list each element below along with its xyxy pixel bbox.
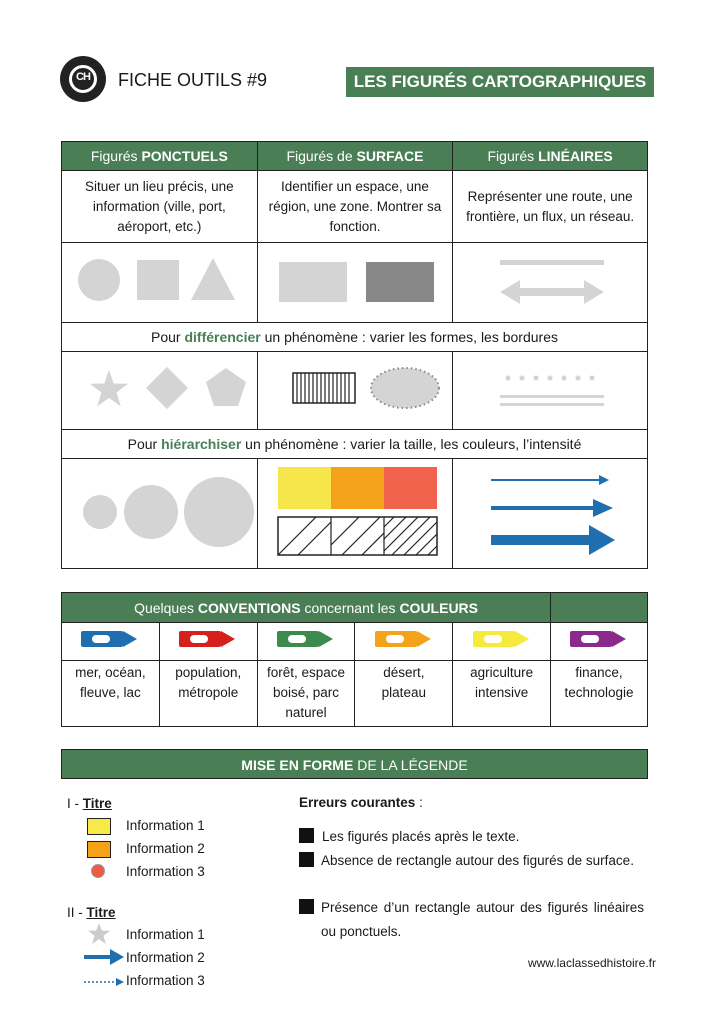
- yellow-square-icon: [87, 818, 111, 835]
- circle-icon: [78, 259, 120, 301]
- conventions-title-end: [551, 593, 648, 623]
- legend-section-2-title: II - Titre: [67, 905, 116, 920]
- color-meaning: forêt, espace boisé, parc naturel: [257, 661, 355, 727]
- desc-ponctuels: Situer un lieu précis, une information (ville, port, aéroport, etc.): [62, 171, 258, 243]
- diff-surface: [257, 352, 453, 430]
- medium-circle-icon: [124, 485, 178, 539]
- orange-area-icon: [331, 467, 384, 509]
- errors-title: Erreurs courantes :: [299, 795, 423, 810]
- color-meaning: finance, technologie: [551, 661, 648, 727]
- double-arrow-icon: [500, 280, 604, 304]
- light-area-icon: [279, 262, 347, 302]
- dotted-ellipse-icon: [371, 368, 439, 408]
- crayon-icon: [471, 629, 533, 649]
- figures-table: [61, 141, 648, 569]
- square-icon: [137, 260, 179, 300]
- basic-surface: [257, 243, 453, 323]
- crayon-icon: [373, 629, 435, 649]
- basic-ponctuels: [62, 243, 258, 323]
- col-header-lineaires: Figurés LINÉAIRES: [453, 142, 648, 171]
- legend-section-1-title: I - Titre: [67, 796, 112, 811]
- dotted-line-icon: [506, 376, 595, 381]
- crayon-icon: [568, 629, 630, 649]
- diff-lineaires: [453, 352, 648, 430]
- legend-1-item-2: Information 2: [126, 841, 205, 856]
- diff-ponctuels: [62, 352, 258, 430]
- double-line-icon: [500, 395, 604, 398]
- legend-title: MISE EN FORME DE LA LÉGENDE: [61, 749, 648, 779]
- hier-ponctuels: [62, 459, 258, 569]
- small-circle-icon: [83, 495, 117, 529]
- desc-surface: Identifier un espace, une région, une zone. Montrer sa fonction.: [257, 171, 453, 243]
- dotted-arrow-icon: [84, 976, 124, 988]
- crayon-icon: [79, 629, 141, 649]
- crayon-cell: [159, 623, 257, 661]
- conventions-table: [61, 592, 648, 727]
- col-header-surface: Figurés de SURFACE: [257, 142, 453, 171]
- legend-1-item-1: Information 1: [126, 818, 205, 833]
- red-area-icon: [384, 467, 437, 509]
- legend-1-item-3: Information 3: [126, 864, 205, 879]
- color-meaning: désert, plateau: [355, 661, 453, 727]
- crayon-cell: [453, 623, 551, 661]
- desc-lineaires: Représenter une route, une frontière, un flux, un réseau.: [453, 171, 648, 243]
- hierarchiser-note: Pour hiérarchiser un phénomène : varier la taille, les couleurs, l’intensité: [62, 430, 648, 459]
- crayon-icon: [177, 629, 239, 649]
- differencier-note: Pour différencier un phénomène : varier les formes, les bordures: [62, 323, 648, 352]
- logo: CH: [60, 56, 106, 102]
- hatch-gradient-icon: [278, 517, 437, 555]
- medium-arrow-icon: [491, 499, 613, 517]
- fiche-label: FICHE OUTILS #9: [118, 70, 268, 90]
- color-meaning: mer, océan, fleuve, lac: [62, 661, 160, 727]
- footer-url[interactable]: www.laclassedhistoire.fr: [527, 956, 656, 970]
- pentagon-icon: [206, 368, 246, 406]
- diamond-icon: [146, 367, 188, 409]
- star-icon: [87, 923, 111, 945]
- orange-square-icon: [87, 841, 111, 858]
- arrow-icon: [84, 949, 124, 965]
- thin-arrow-icon: [491, 475, 609, 485]
- bullet-icon: [299, 899, 314, 914]
- error-item: Les figurés placés après le texte.: [299, 825, 644, 849]
- col-header-ponctuels: Figurés PONCTUELS: [62, 142, 258, 171]
- thick-arrow-icon: [491, 525, 615, 555]
- crayon-cell: [355, 623, 453, 661]
- crayon-cell: [551, 623, 648, 661]
- color-meaning: population, métropole: [159, 661, 257, 727]
- hatched-area-icon: [293, 373, 355, 403]
- bullet-icon: [299, 828, 314, 843]
- error-item: Absence de rectangle autour des figurés de surface.: [299, 849, 644, 873]
- legend-2-item-1: Information 1: [126, 927, 205, 942]
- page-title: LES FIGURÉS CARTOGRAPHIQUES: [346, 67, 654, 97]
- basic-lineaires: [453, 243, 648, 323]
- line-icon: [500, 260, 604, 265]
- red-dot-icon: [91, 864, 105, 878]
- triangle-icon: [191, 258, 235, 300]
- crayon-cell: [62, 623, 160, 661]
- error-item: Présence d’un rectangle autour des figurés linéaires ou ponctuels.: [299, 896, 644, 944]
- crayon-cell: [257, 623, 355, 661]
- legend-2-item-2: Information 2: [126, 950, 205, 965]
- color-meaning: agriculture intensive: [453, 661, 551, 727]
- legend-2-item-3: Information 3: [126, 973, 205, 988]
- dark-area-icon: [366, 262, 434, 302]
- crayon-icon: [275, 629, 337, 649]
- hier-lineaires: [453, 459, 648, 569]
- yellow-area-icon: [278, 467, 331, 509]
- bullet-icon: [299, 852, 314, 867]
- conventions-title: Quelques CONVENTIONS concernant les COULEURS: [62, 593, 551, 623]
- large-circle-icon: [184, 477, 254, 547]
- hier-surface: [257, 459, 453, 569]
- star-icon: [90, 370, 128, 406]
